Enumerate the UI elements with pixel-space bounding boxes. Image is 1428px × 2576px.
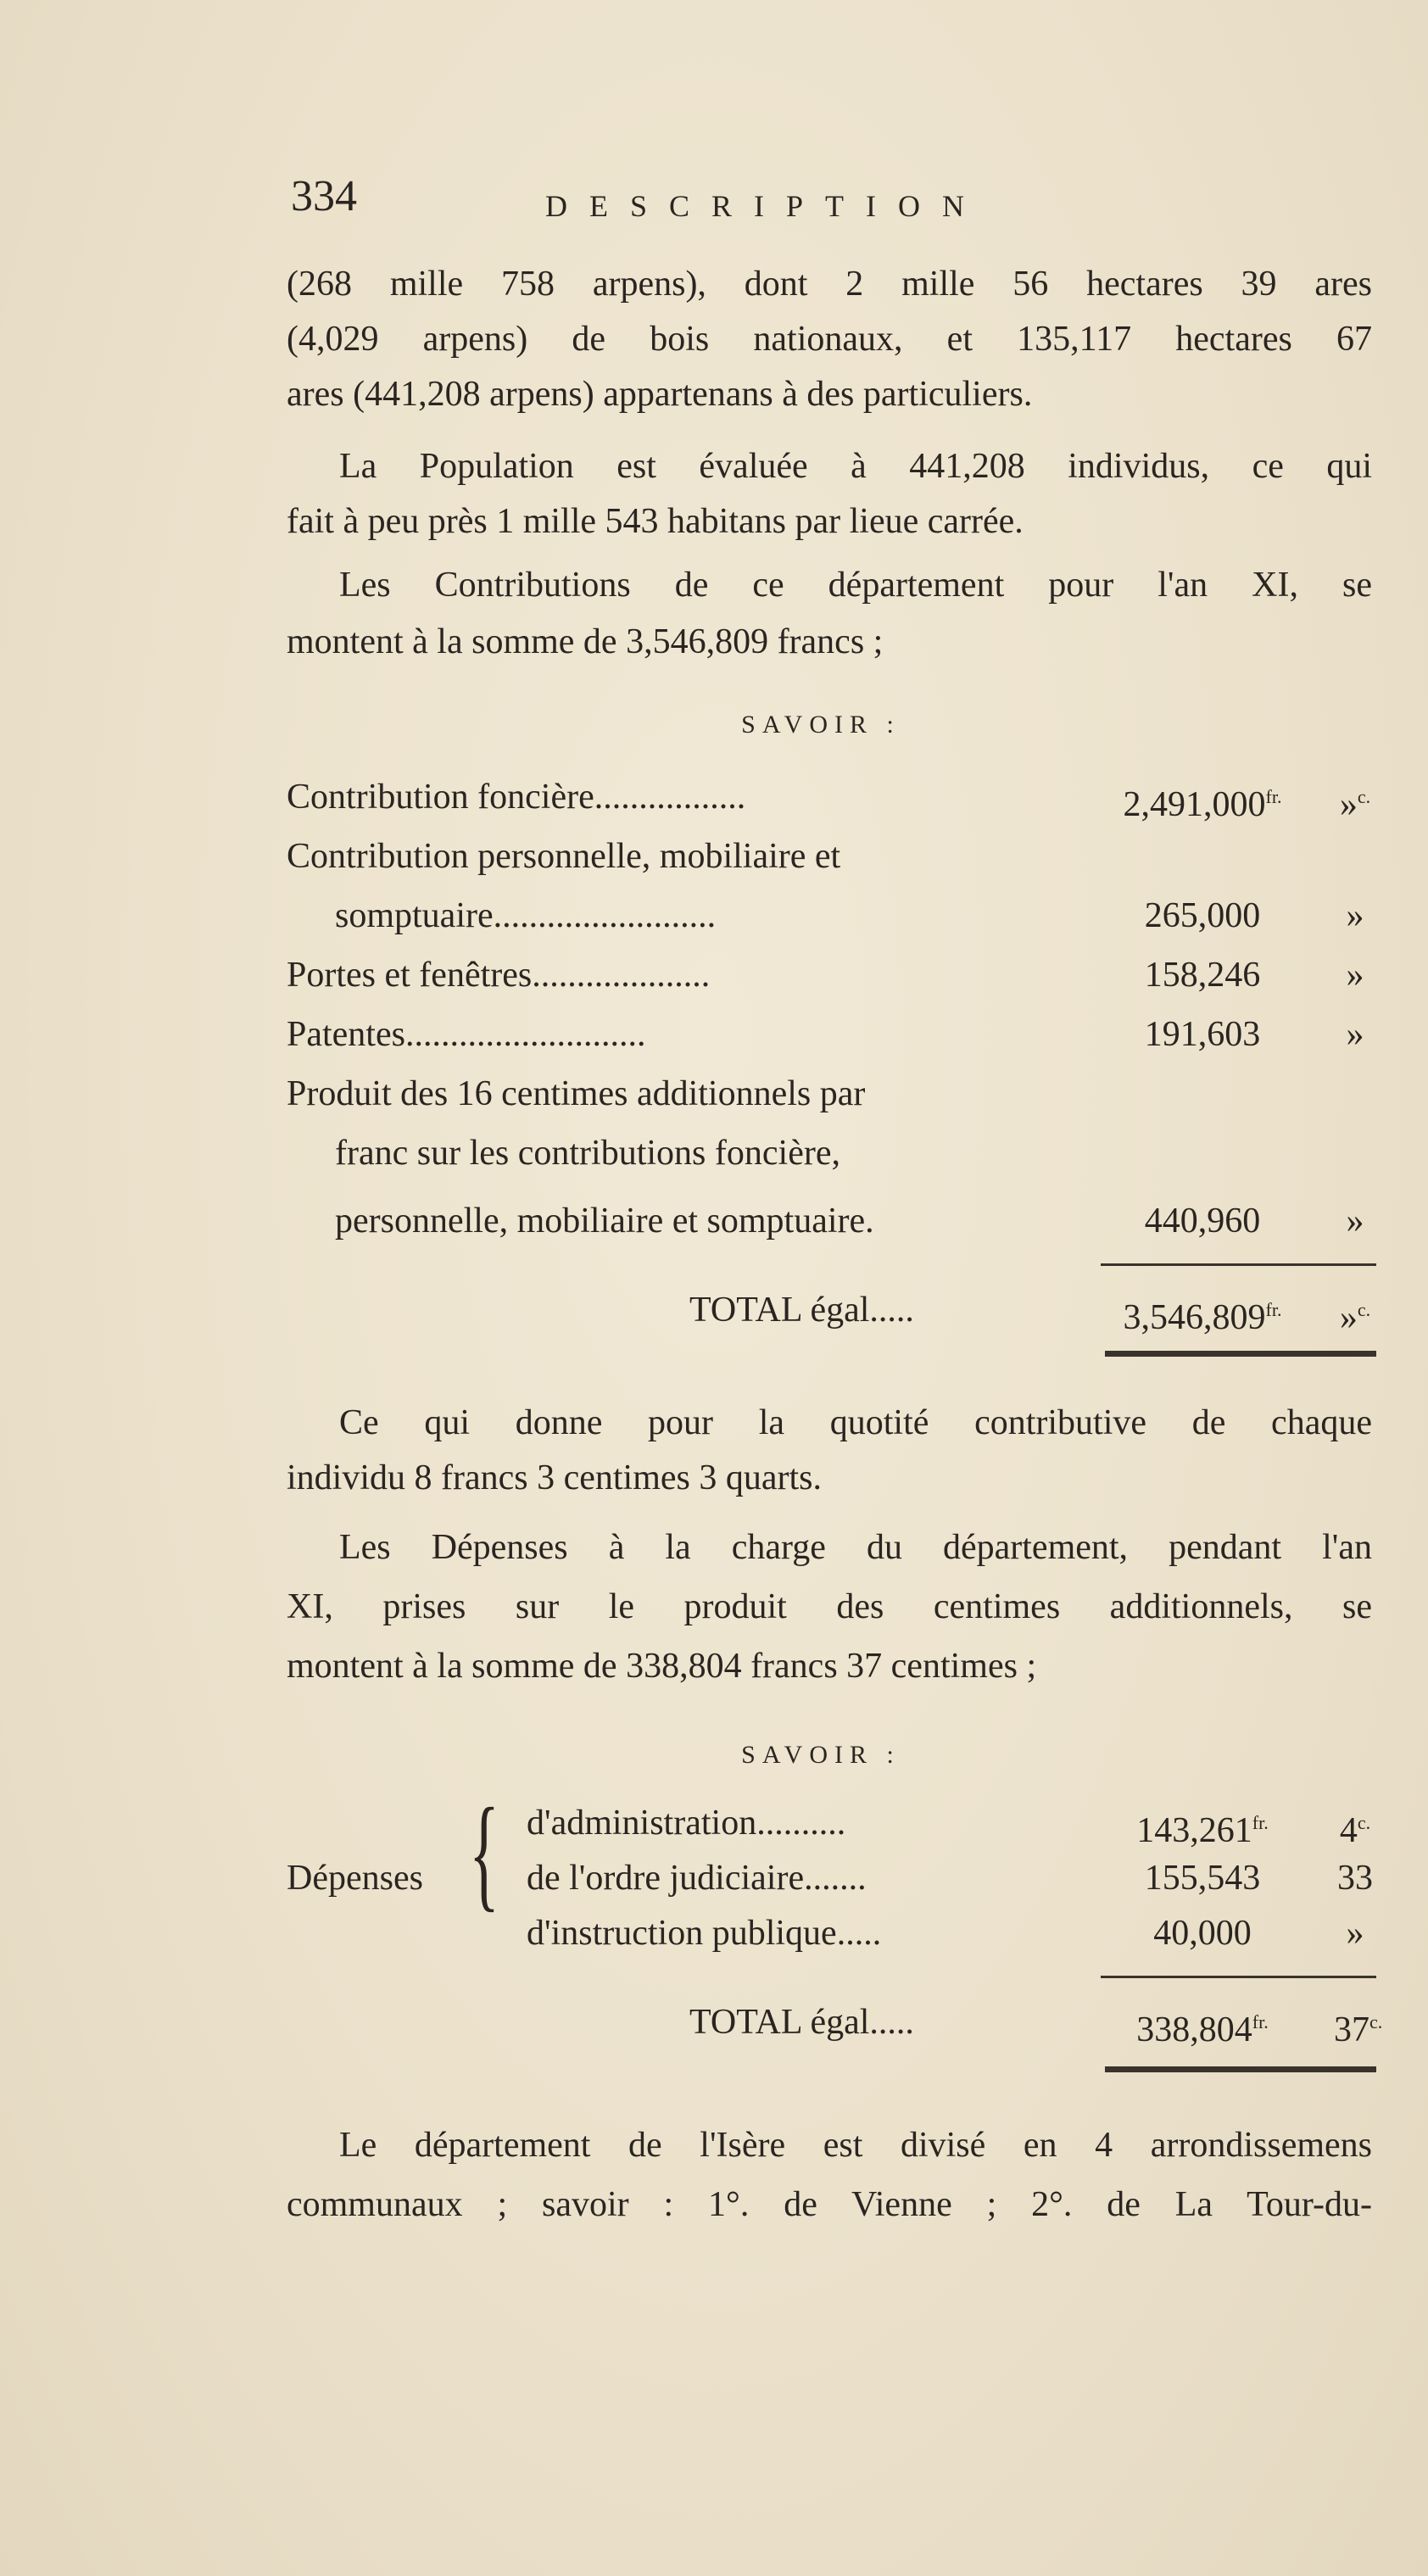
row-unit: $4^{c.}$ <box>1339 1811 1371 1850</box>
row-unit: » <box>1346 1202 1364 1241</box>
group-label: Dépenses <box>287 1859 423 1898</box>
table-row <box>287 1068 1389 1119</box>
text-line: XI, prises sur le produit des centimes additionnels, se <box>287 1587 1372 1626</box>
sum-rule <box>1101 1976 1376 1978</box>
row-unit: » <box>1346 1015 1364 1054</box>
text-line: Les Contributions de ce département pour l'an XI, se <box>339 566 1372 605</box>
text-line: La Population est évaluée à 441,208 individus, ce qui <box>339 447 1372 486</box>
text-line: montent à la somme de 3,546,809 francs ; <box>287 622 884 661</box>
row-unit: » <box>1346 896 1364 935</box>
total-unit: »$^{c.}$ <box>1339 1298 1371 1337</box>
text-line: individu 8 francs 3 centimes 3 quarts. <box>287 1458 823 1497</box>
text-line: fait à peu près 1 mille 543 habitans par lieue carrée. <box>287 502 1024 541</box>
row-unit: » <box>1346 1914 1364 1953</box>
row-label: Portes et fenêtres.................... <box>287 956 711 995</box>
row-label: franc sur les contributions foncière, <box>335 1134 840 1173</box>
row-amount: $2,491,000^{fr.}$ <box>1123 785 1282 824</box>
sum-rule <box>1101 1263 1376 1266</box>
page-number: 334 <box>291 172 357 220</box>
table-row <box>287 1009 1389 1060</box>
text-line: ares (441,208 arpens) appartenans à des particuliers. <box>287 375 1033 414</box>
row-label: Contribution personnelle, mobiliaire et <box>287 837 841 876</box>
row-amount: 440,960 <box>1144 1202 1261 1241</box>
row-amount: 191,603 <box>1144 1015 1261 1054</box>
row-label: de l'ordre judiciaire....... <box>527 1859 867 1898</box>
table-row <box>287 772 1389 822</box>
table-row <box>287 1853 1389 1904</box>
row-label: d'instruction publique..... <box>527 1914 882 1953</box>
row-label: somptuaire......................... <box>335 896 717 935</box>
row-label: Contribution foncière................. <box>287 778 746 817</box>
text-line: (268 mille 758 arpens), dont 2 mille 56 hectares 39 ares <box>287 265 1372 304</box>
text-line: Les Dépenses à la charge du département, pendant l'an <box>339 1528 1372 1567</box>
savoir-heading: SAVOIR : <box>741 1741 901 1769</box>
row-amount: 40,000 <box>1153 1914 1252 1953</box>
total-label: TOTAL égal..... <box>689 2003 914 2042</box>
text-line: Ce qui donne pour la quotité contributive de chaque <box>339 1403 1372 1442</box>
row-amount: 155,543 <box>1144 1859 1261 1898</box>
savoir-heading: SAVOIR : <box>741 711 901 739</box>
total-row <box>287 1997 1389 2048</box>
total-rule <box>1105 1351 1376 1357</box>
row-label: d'administration.......... <box>527 1804 846 1843</box>
running-title: DESCRIPTION <box>545 189 987 223</box>
text-line: communaux ; savoir : 1°. de Vienne ; 2°. de La Tour-du- <box>287 2185 1372 2224</box>
row-label: Patentes........................... <box>287 1015 646 1054</box>
page-header <box>291 171 1139 231</box>
total-row <box>287 1285 1389 1335</box>
table-row <box>287 1196 1389 1246</box>
brace-mark: { <box>469 1782 499 1923</box>
total-unit: $37^{c.}$ <box>1334 2010 1383 2049</box>
total-amount: $3,546,809^{fr.}$ <box>1123 1298 1282 1337</box>
text-line: Le département de l'Isère est divisé en 4 arrondissemens <box>339 2126 1372 2165</box>
text-line: (4,029 arpens) de bois nationaux, et 135,117 hectares 67 <box>287 320 1372 359</box>
row-label: personnelle, mobiliaire et somptuaire. <box>335 1202 874 1241</box>
total-rule <box>1105 2066 1376 2072</box>
table-row <box>287 831 1389 882</box>
table-row <box>287 1798 1389 1848</box>
row-label: Produit des 16 centimes additionnels par <box>287 1074 866 1113</box>
table-row <box>287 1908 1389 1959</box>
table-row <box>287 890 1389 941</box>
row-amount: 265,000 <box>1144 896 1261 935</box>
row-amount: $143,261^{fr.}$ <box>1136 1811 1269 1850</box>
row-amount: 158,246 <box>1144 956 1261 995</box>
table-row <box>287 1128 1389 1179</box>
text-line: montent à la somme de 338,804 francs 37 centimes ; <box>287 1647 1037 1686</box>
total-amount: $338,804^{fr.}$ <box>1136 2010 1269 2049</box>
total-label: TOTAL égal..... <box>689 1291 914 1330</box>
row-unit: » <box>1346 956 1364 995</box>
row-unit: »$^{c.}$ <box>1339 785 1371 824</box>
row-unit: 33 <box>1337 1859 1373 1898</box>
table-row <box>287 950 1389 1001</box>
